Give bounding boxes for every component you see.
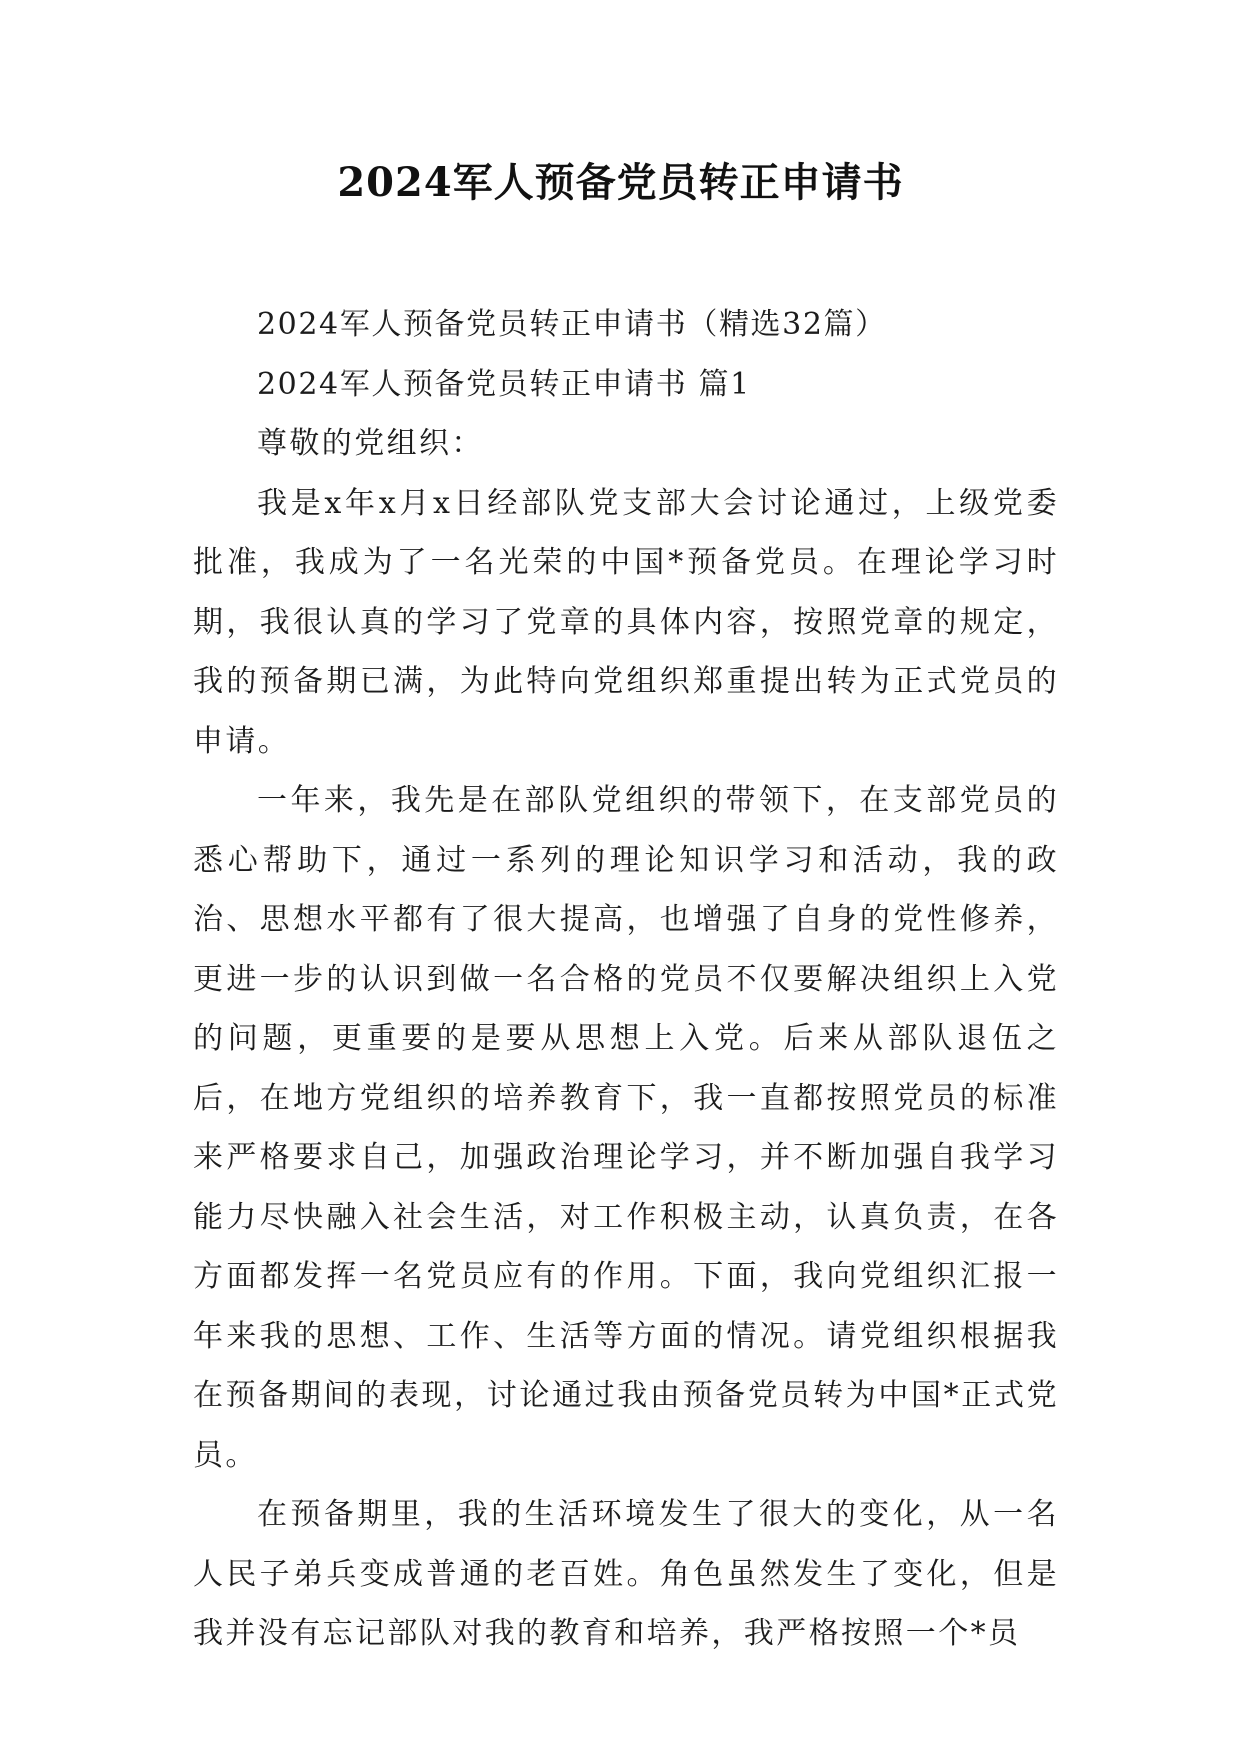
document-body bbox=[193, 295, 1059, 1664]
paragraph-3: 在预备期里，我的生活环境发生了很大的变化，从一名人民子弟兵变成普通的老百姓。角色虽然发生了变化，但是我并没有忘记部队对我的教育和培养，我严格按照一个*员 bbox=[193, 1497, 1059, 1651]
section-heading: 2024军人预备党员转正申请书 篇1 bbox=[257, 366, 751, 402]
document-subtitle: 2024军人预备党员转正申请书（精选32篇） bbox=[257, 307, 887, 342]
document-title: 2024军人预备党员转正申请书 bbox=[337, 159, 904, 206]
salutation: 尊敬的党组织： bbox=[257, 426, 484, 461]
paragraph-2: 一年来，我先是在部队党组织的带领下，在支部党员的悉心帮助下，通过一系列的理论知识学习和活动，我的政治、思想水平都有了很大提高，也增强了自身的党性修养，更进一步的认识到做一名合格的党员不仅要解决组织上入党的问题，更重要的是要从思想上入党。后来从部队退伍之后，在地方党组织的培养教育下，我一直都按照党员的标准来严格要求自己，加强政治理论学习，并不断加强自我学习能力尽快融入社会生活，对工作积极主动，认真负责，在各方面都发挥一名党员应有的作用。下面，我向党组织汇报一年来我的思想、工作、生活等方面的情况。请党组织根据我在预备期间的表现，讨论通过我由预备党员转为中国*正式党员。 bbox=[193, 783, 1059, 1473]
paragraph-1: 我是x年x月x日经部队党支部大会讨论通过，上级党委批准，我成为了一名光荣的中国*预备党员。在理论学习时期，我很认真的学习了党章的具体内容，按照党章的规定，我的预备期已满，为此特向党组织郑重提出转为正式党员的申请。 bbox=[193, 485, 1059, 759]
